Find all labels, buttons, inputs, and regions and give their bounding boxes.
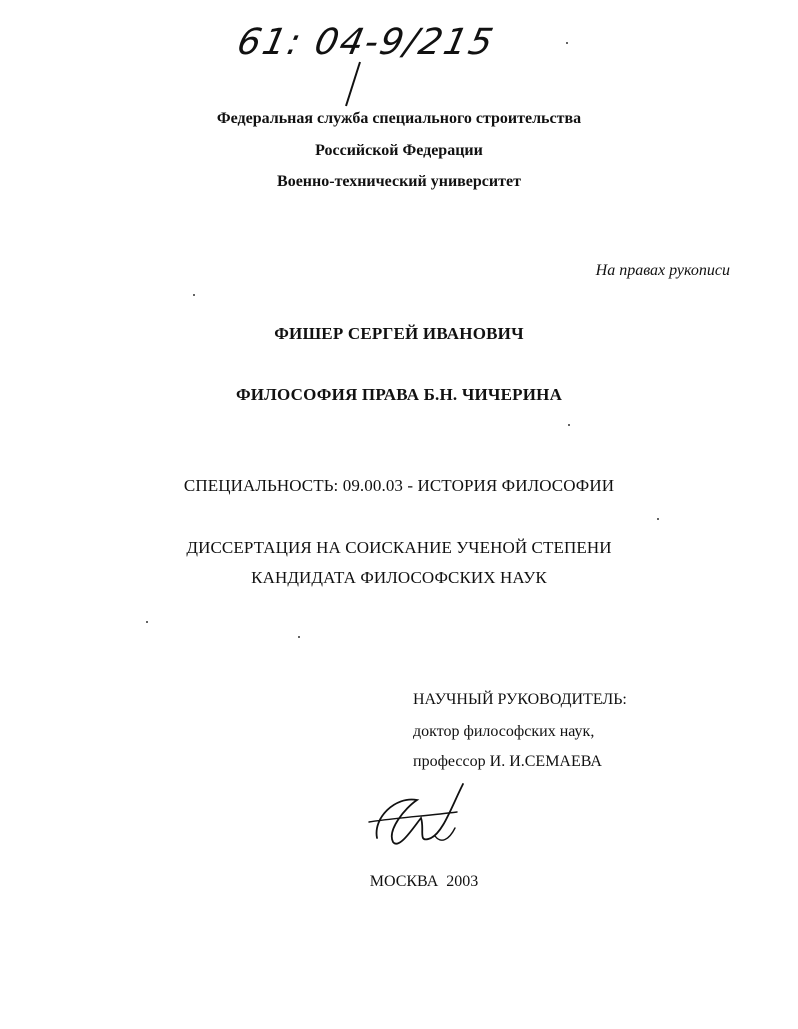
supervisor-degree: доктор философских наук, bbox=[413, 723, 595, 740]
scan-speck bbox=[298, 636, 300, 638]
dissertation-title: ФИЛОСОФИЯ ПРАВА Б.Н. ЧИЧЕРИНА bbox=[235, 385, 563, 404]
signature bbox=[365, 778, 475, 858]
author-name: ФИШЕР СЕРГЕЙ ИВАНОВИЧ bbox=[274, 324, 524, 343]
organization-line-2: Российской Федерации bbox=[315, 142, 483, 159]
scan-speck bbox=[657, 518, 659, 520]
specialty: СПЕЦИАЛЬНОСТЬ: 09.00.03 - ИСТОРИЯ ФИЛОСОФИИ bbox=[183, 476, 615, 495]
scan-speck bbox=[568, 424, 570, 426]
organization-line-3: Военно-технический университет bbox=[277, 173, 521, 190]
supervisor-name: профессор И. И.СЕМАЕВА bbox=[413, 753, 602, 770]
scan-speck bbox=[193, 294, 195, 296]
degree-line-2: КАНДИДАТА ФИЛОСОФСКИХ НАУК bbox=[251, 568, 547, 587]
scan-speck bbox=[566, 42, 568, 44]
degree-line-1: ДИССЕРТАЦИЯ НА СОИСКАНИЕ УЧЕНОЙ СТЕПЕНИ bbox=[186, 538, 612, 557]
pen-stroke bbox=[340, 60, 370, 110]
supervisor-heading: НАУЧНЫЙ РУКОВОДИТЕЛЬ: bbox=[413, 691, 627, 708]
manuscript-note: На правах рукописи bbox=[595, 262, 730, 279]
archive-number: 61: 04-9/215 bbox=[233, 22, 499, 63]
city-year: МОСКВА 2003 bbox=[369, 873, 479, 890]
organization-line-1: Федеральная служба специального строительства bbox=[216, 110, 582, 127]
scan-speck bbox=[146, 621, 148, 623]
